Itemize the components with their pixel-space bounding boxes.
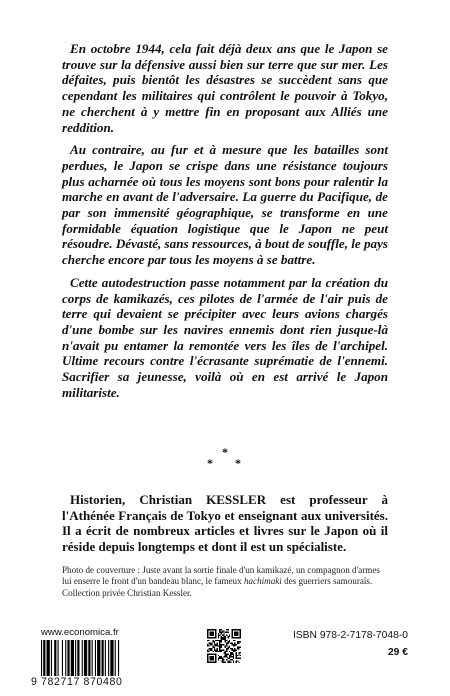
publisher-website: www.economica.fr	[41, 627, 119, 638]
asterism-divider	[195, 446, 255, 470]
photo-credit	[62, 565, 388, 599]
credit-text-after: des guerriers samouraïs. Collection privée Christian Kessler.	[62, 576, 373, 598]
asterisk-left: *	[207, 456, 213, 470]
credit-term: hachimaki	[243, 576, 282, 587]
asterisk-right: *	[235, 456, 241, 470]
asterisk-top: *	[222, 445, 228, 459]
price-label: 29 €	[387, 647, 408, 658]
isbn-label: ISBN 978-2-7178-7048-0	[292, 630, 408, 641]
credit-text-before: Photo de couverture : Juste avant la sortie finale d'un kamikazé, un compagnon d'armes lui enserre le front d'un bandeau blanc, le fameux	[62, 565, 380, 587]
author-bio-text: Historien, Christian KESSLER est professeur à l'Athénée Français de Tokyo et enseignant aux universités. Il a écrit de nombreux articles et livres sur le Japon où il réside depuis longtemps et dont il est un spécialiste.	[62, 492, 388, 555]
blurb-paragraph-2: Au contraire, au fur et à mesure que les batailles sont perdues, le Japon se crispe dans une résistance toujours plus acharnée où tous les moyens sont bons pour ralentir la marche en avant de l'adversaire. La guerre du Pacifique, de par son immensité géographique, se transforme en une formidable équation logistique que le Japon ne peut résoudre. Dévasté, sans ressources, à bout de souffle, le pays cherche encore par tous les moyens à se battre.	[62, 142, 389, 268]
qr-code-icon	[207, 629, 241, 663]
blurb-paragraph-3: Cette autodestruction passe notamment par la création du corps de kamikazés, ces pilotes de l'armée de l'air puis de terre qui devaient se précipiter avec leurs avions chargés d'une bombe sur les navires ennemis dont rien jusque-là n'avait pu entamer la remontée vers les îles de l'archipel. Ultime recours contre l'écrasante suprématie de l'ennemi. Sacrifier sa jeunesse, voilà où en est arrivé le Japon militariste.	[62, 274, 388, 400]
barcode-icon	[41, 640, 149, 676]
author-bio	[62, 492, 388, 555]
barcode-number: 9 782717 870480	[31, 676, 151, 688]
blurb-paragraph-1: En octobre 1944, cela fait déjà deux ans que le Japon se trouve sur la défensive aussi bien sur terre que sur mer. Les défaites, puis bientôt les désastres se succèdent sans que cependant les militaires qui contrôlent le pouvoir à Tokyo, ne cherchent à y mettre fin en proposant aux Alliés une reddition.	[62, 41, 388, 135]
blurb-text	[62, 41, 388, 407]
